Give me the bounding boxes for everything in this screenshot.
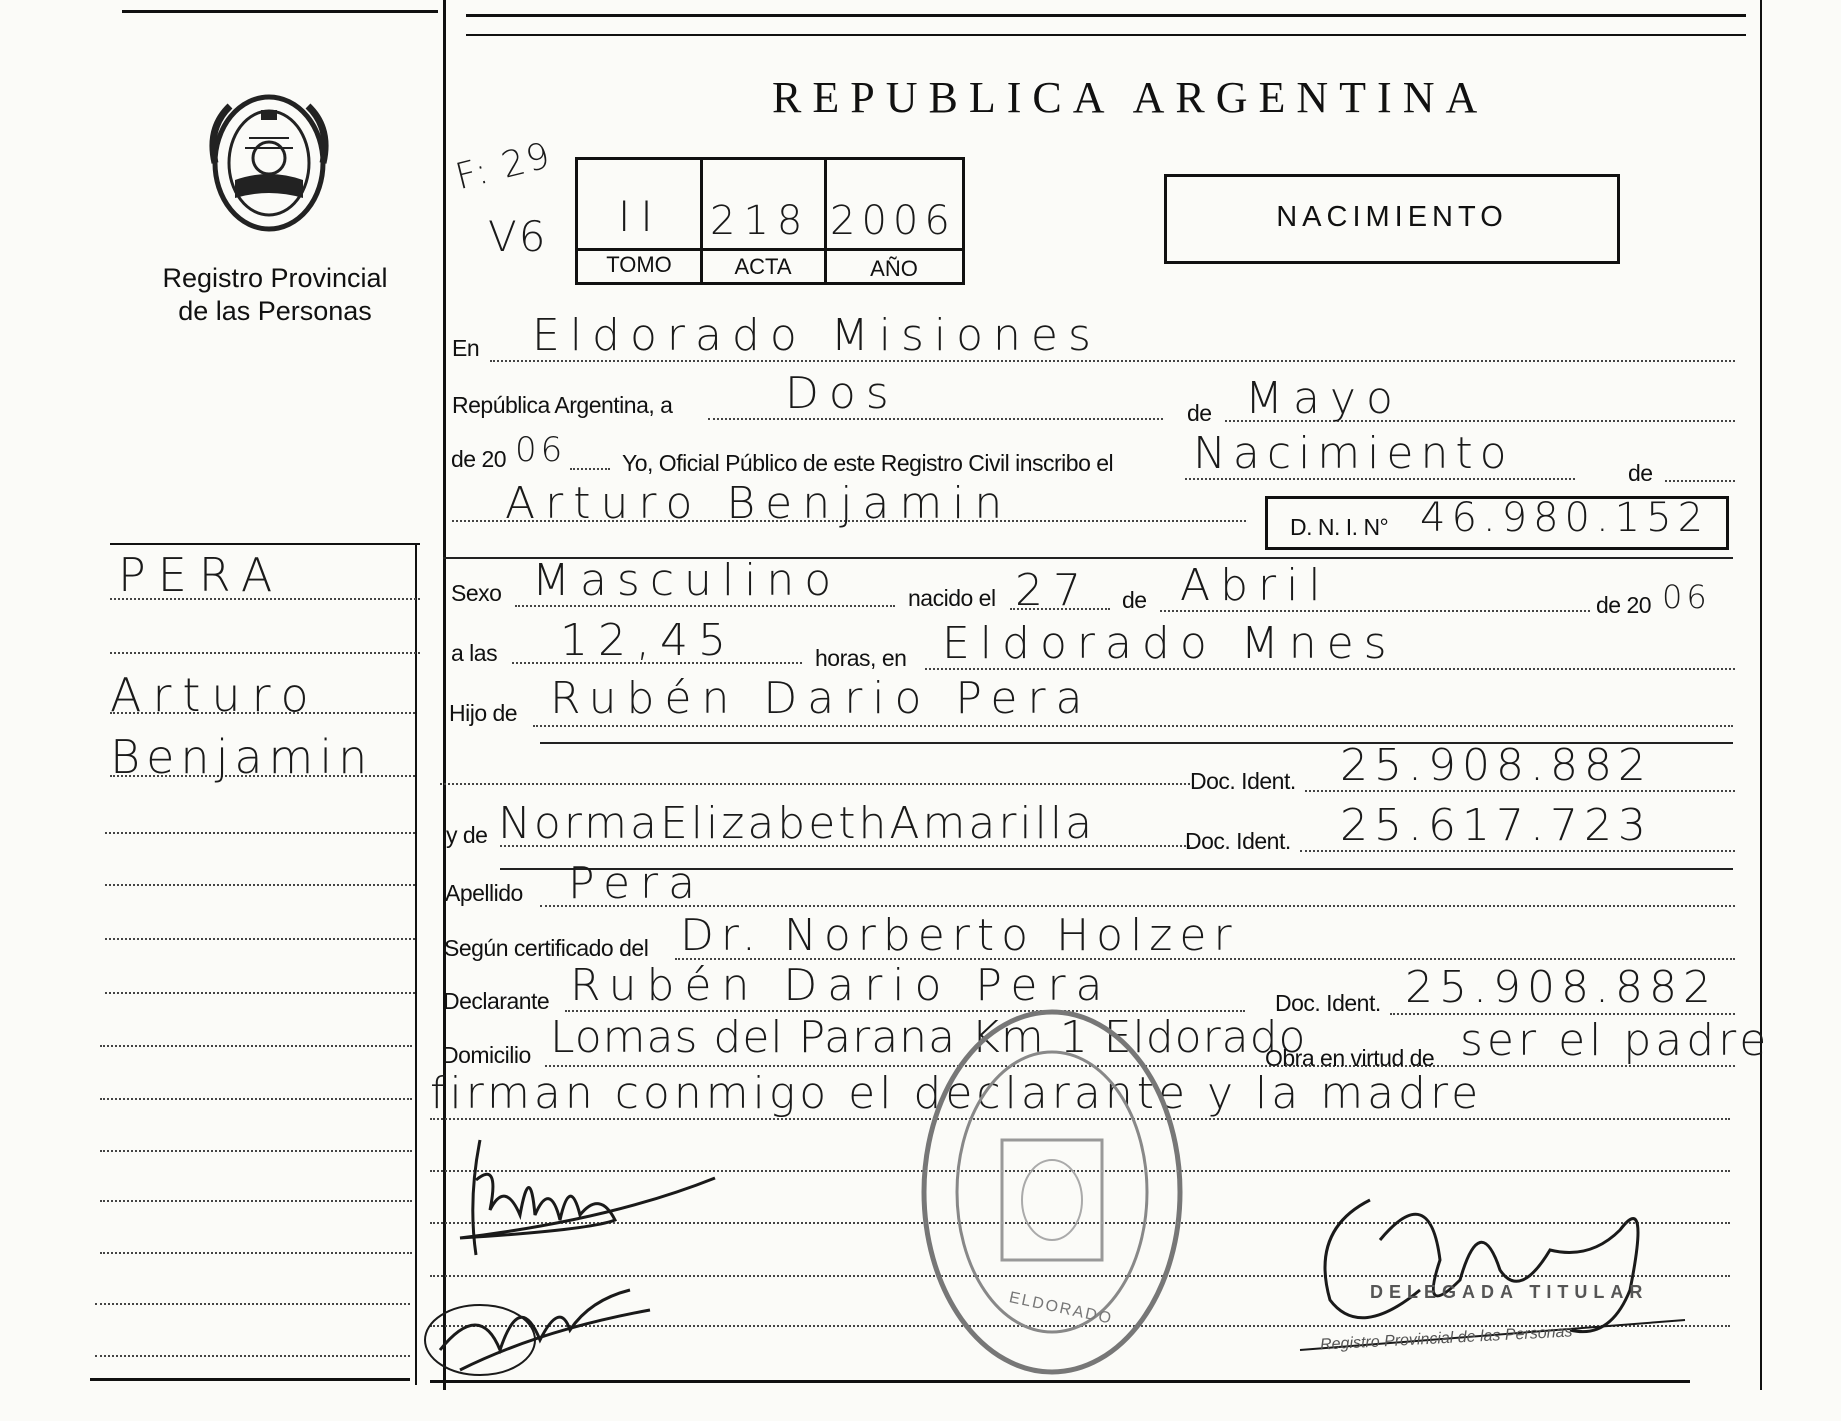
hijo-label: Hijo de (449, 700, 518, 726)
record-type-box (1164, 174, 1620, 264)
registry-line-2: de las Personas (178, 296, 372, 326)
birth-year-suffix: 06 (1662, 578, 1711, 616)
mother: NormaElizabethAmarilla (498, 798, 1096, 849)
folio-note-2: V6 (488, 212, 548, 261)
bottom-left-rule (90, 1378, 410, 1381)
mother-signature (420, 1260, 670, 1380)
birth-place: Eldorado Mnes (942, 618, 1397, 669)
country-title: REPUBLICA ARGENTINA (772, 73, 1489, 122)
official-signature (1290, 1170, 1710, 1370)
domicilio-label: Domicilio (442, 1042, 531, 1068)
dni: 46.980.152 (1420, 495, 1710, 541)
doctor: Dr. Norberto Holzer (680, 910, 1239, 961)
segun-label: Según certificado del (444, 935, 649, 961)
month: Mayo (1245, 373, 1403, 424)
acta-label: ACTA (734, 254, 792, 279)
father: Rubén Dario Pera (550, 673, 1093, 724)
anio-value: 2006 (830, 198, 956, 244)
reason: ser el padre (1460, 1015, 1771, 1066)
tomo-value: II (618, 192, 663, 241)
margin-line (100, 1200, 412, 1202)
left-margin-divider (415, 545, 417, 1385)
top-right-rule (466, 14, 1746, 17)
place: Eldorado Misiones (532, 310, 1101, 361)
doc-ident-label: Doc. Ident. (1190, 768, 1296, 794)
margin-line (95, 1355, 410, 1357)
de-label: de (1187, 400, 1212, 426)
province-seal (205, 88, 333, 238)
margin-line (105, 884, 415, 886)
act: Nacimiento (1193, 428, 1514, 479)
year-prefix: de 20 (451, 446, 507, 472)
registry-name (130, 262, 420, 328)
sex: Masculino (532, 555, 842, 606)
dni-label: D. N. I. N° (1290, 514, 1389, 540)
margin-name-1: Arturo (110, 668, 320, 722)
child-name: Arturo Benjamin (505, 478, 1013, 529)
registry-number-box (575, 157, 965, 285)
surname: Pera (568, 858, 706, 909)
alas-label: a las (451, 640, 498, 666)
declarant: Rubén Dario Pera (570, 960, 1113, 1011)
dni-box (1265, 496, 1729, 550)
declarant-doc: 25.908.882 (1405, 962, 1717, 1013)
horas-label: horas, en (815, 645, 907, 671)
de3-label: de (1122, 587, 1147, 613)
mother-doc: 25.617.723 (1340, 800, 1652, 851)
margin-line (105, 992, 415, 994)
margin-line (105, 832, 415, 834)
record-type: NACIMIENTO (1276, 201, 1508, 233)
margin-name-2: Benjamin (110, 730, 374, 784)
registry-line-1: Registro Provincial (162, 263, 388, 293)
doc-ident-label-2: Doc. Ident. (1185, 828, 1291, 854)
birth-month: Abril (1180, 560, 1331, 611)
margin-line (110, 652, 420, 654)
official-stamp (912, 1000, 1192, 1385)
year-suffix: 06 (515, 430, 567, 470)
day-words: Dos (785, 368, 899, 419)
birth-day: 27 (1015, 565, 1091, 616)
address: Lomas del Parana Km 1 Eldorado (550, 1012, 1307, 1063)
registry-footer-text: Registro Provincial de las Personas (1319, 1323, 1573, 1354)
doc-ident-label-3: Doc. Ident. (1275, 990, 1381, 1016)
margin-top-rule (110, 543, 420, 545)
stamp-bottom-text: ELDORADO (1007, 1289, 1115, 1328)
obra-label: Obra en virtud de (1265, 1045, 1435, 1071)
nacido-label: nacido el (908, 585, 996, 611)
apellido-label: Apellido (445, 880, 523, 906)
republica-label: República Argentina, a (452, 392, 673, 418)
de4-label: de 20 (1596, 592, 1652, 618)
right-edge-rule (1760, 0, 1762, 1390)
margin-line (100, 1098, 412, 1100)
margin-surname: PERA (118, 548, 285, 602)
time: 12,45 (560, 615, 736, 666)
oficial-text: Yo, Oficial Público de este Registro Civil inscribo el (622, 450, 1114, 476)
anio-label: AÑO (870, 256, 918, 281)
top-right-rule-2 (466, 34, 1746, 36)
margin-line (100, 1150, 412, 1152)
margin-line (95, 1303, 410, 1305)
tomo-label: TOMO (606, 252, 672, 277)
top-left-rule (122, 10, 438, 13)
acta-value: 218 (710, 198, 811, 244)
en-label: En (452, 335, 480, 361)
center-divider (443, 0, 446, 1390)
de2-label: de (1628, 460, 1653, 486)
sexo-label: Sexo (451, 580, 502, 606)
closing-text: firman conmigo el declarante y la madre (430, 1068, 1483, 1119)
yde-label: y de (446, 822, 488, 848)
margin-line (105, 938, 415, 940)
folio-note: F: 29 (451, 134, 556, 199)
father-doc: 25.908.882 (1340, 740, 1652, 791)
declarante-label: Declarante (443, 988, 550, 1014)
margin-line (100, 1045, 412, 1047)
margin-line (100, 1252, 412, 1254)
delegada-text: DELEGADA TITULAR (1370, 1282, 1649, 1302)
declarant-signature (450, 1120, 720, 1270)
